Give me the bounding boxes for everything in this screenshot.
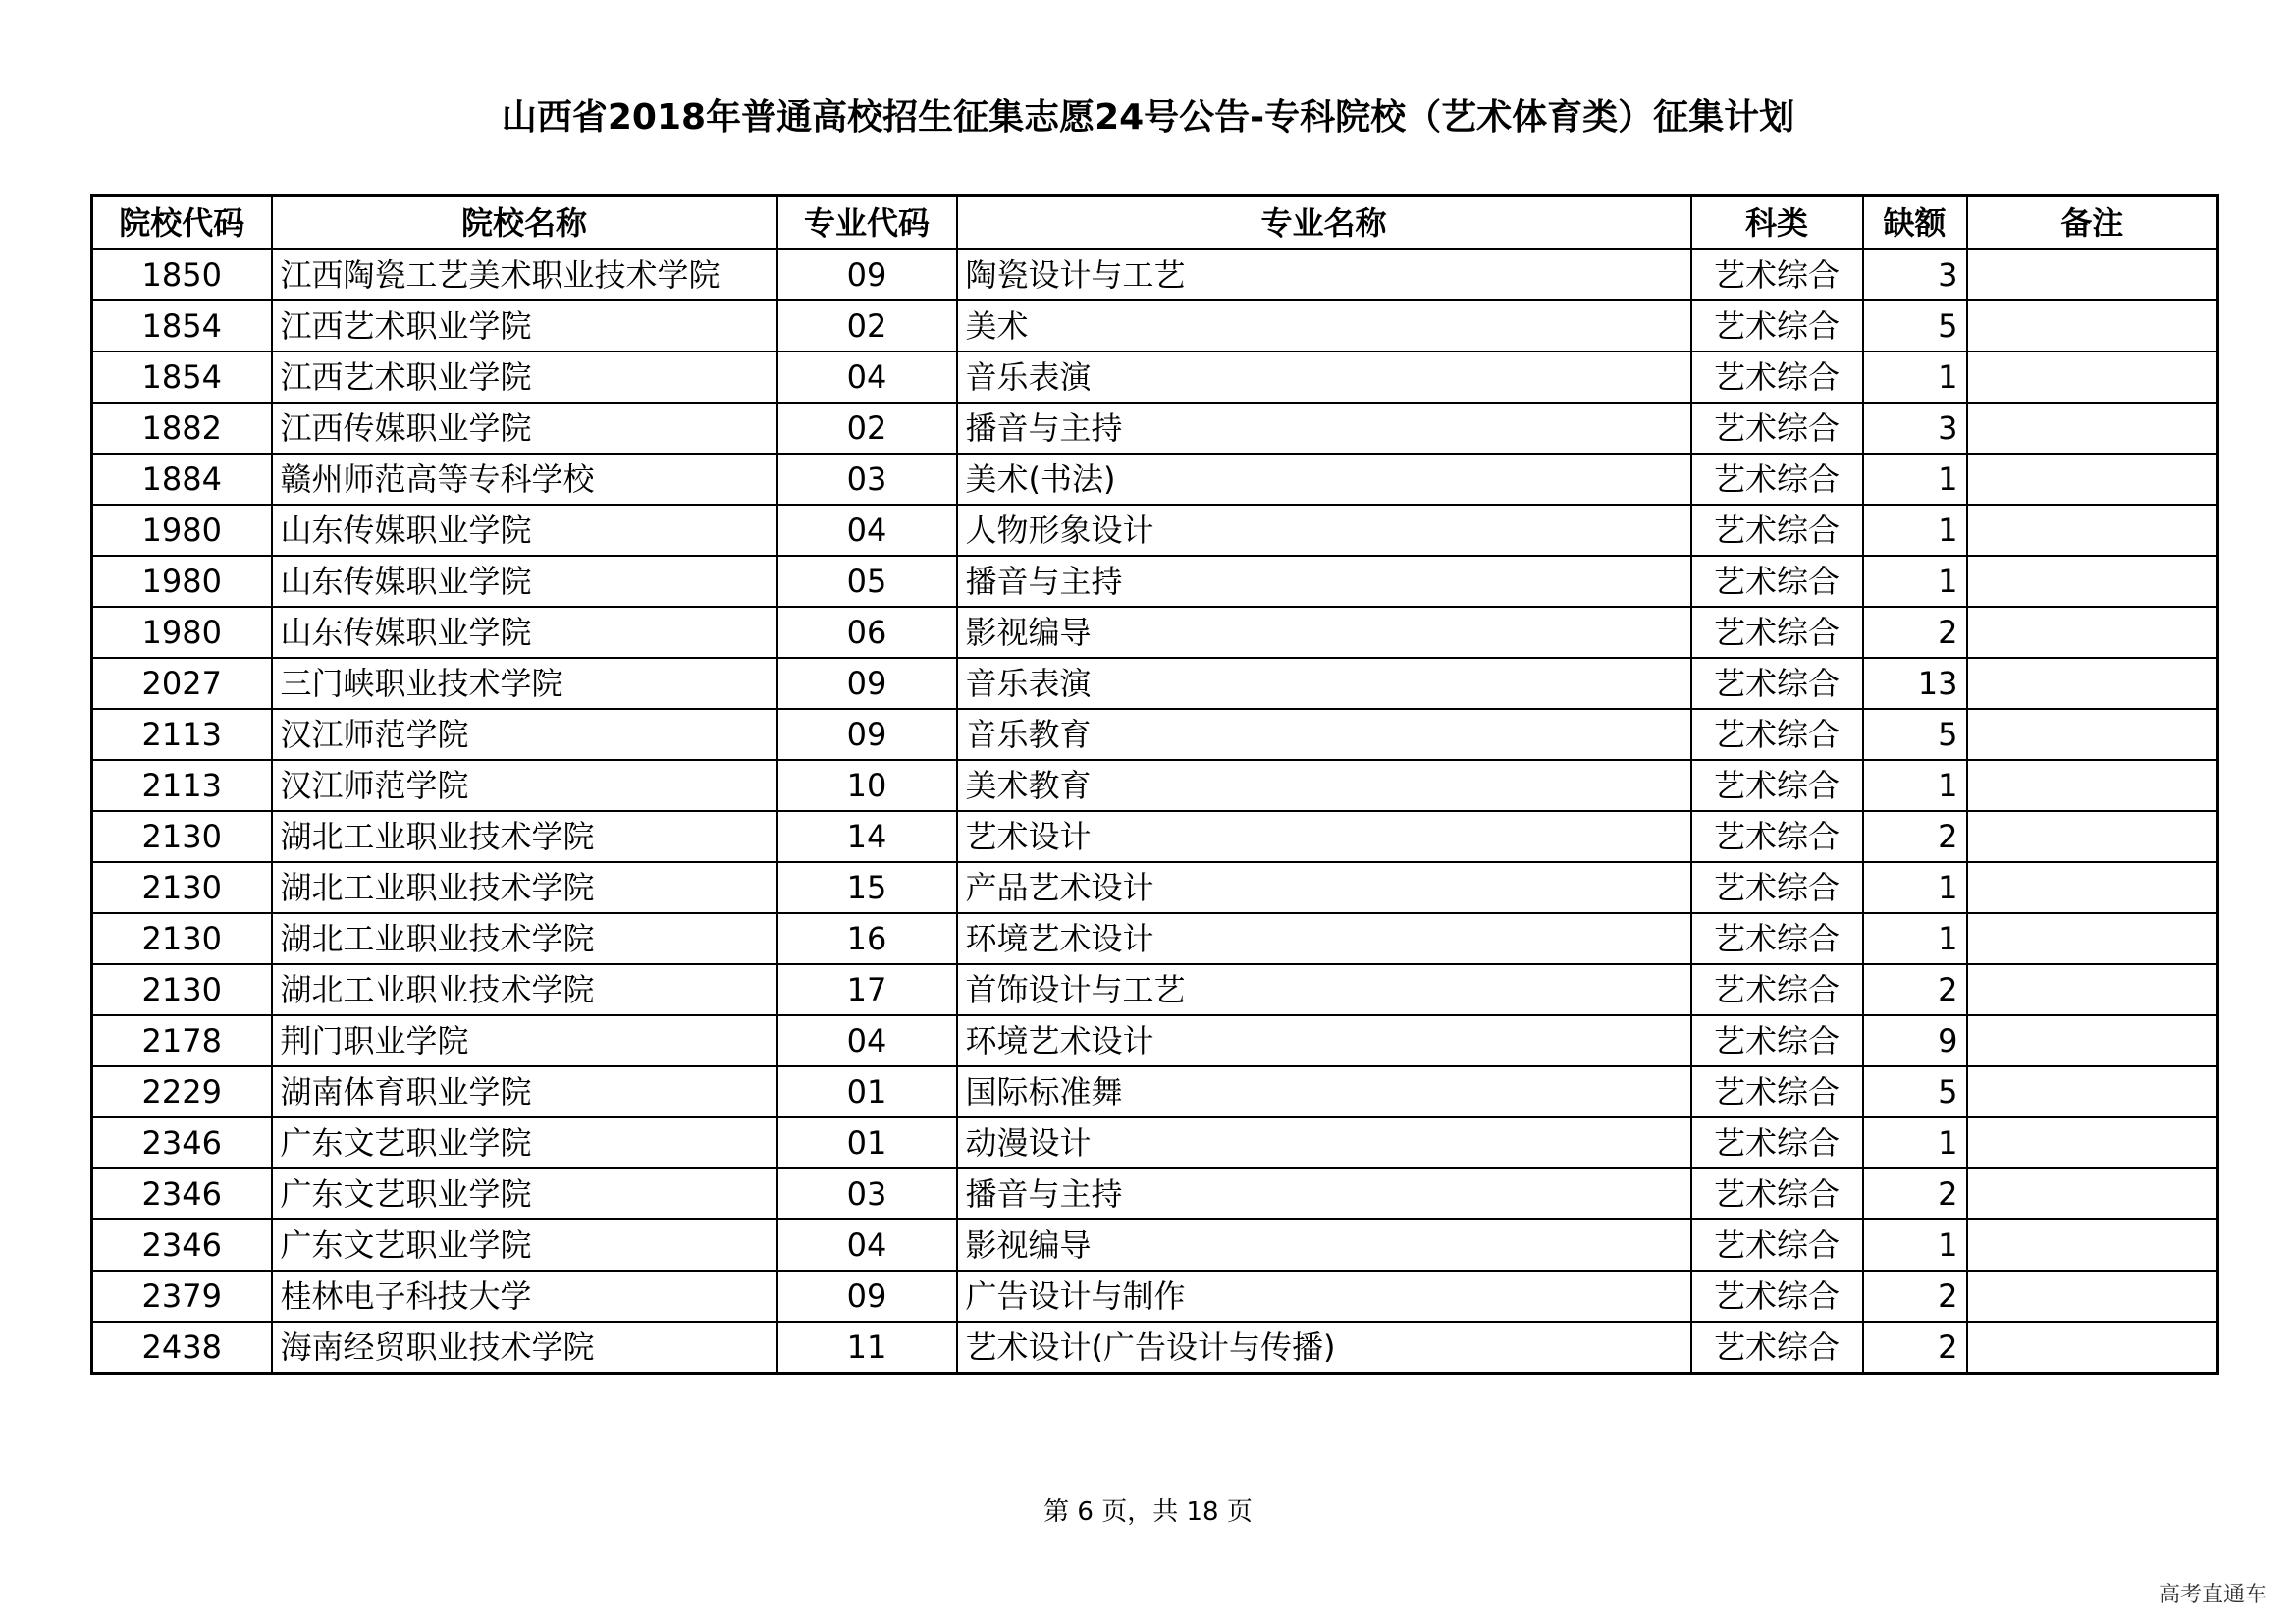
cell-school-code: 2130 [92, 964, 272, 1015]
cell-quota: 1 [1863, 760, 1967, 811]
cell-major-name: 美术教育 [957, 760, 1691, 811]
cell-quota: 13 [1863, 658, 1967, 709]
cell-quota: 2 [1863, 1322, 1967, 1374]
cell-remarks [1967, 403, 2218, 454]
cell-school-name: 海南经贸职业技术学院 [272, 1322, 777, 1374]
cell-school-code: 1854 [92, 352, 272, 403]
cell-remarks [1967, 964, 2218, 1015]
cell-category: 艺术综合 [1691, 913, 1863, 964]
cell-category: 艺术综合 [1691, 1117, 1863, 1168]
cell-major-code: 04 [777, 1015, 957, 1066]
cell-major-code: 14 [777, 811, 957, 862]
cell-major-name: 首饰设计与工艺 [957, 964, 1691, 1015]
cell-school-name: 三门峡职业技术学院 [272, 658, 777, 709]
header-remarks: 备注 [1967, 196, 2218, 250]
table-row [92, 1168, 2218, 1219]
cell-school-code: 2027 [92, 658, 272, 709]
cell-remarks [1967, 1322, 2218, 1374]
cell-school-code: 2346 [92, 1168, 272, 1219]
cell-school-name: 山东传媒职业学院 [272, 607, 777, 658]
cell-school-code: 2130 [92, 811, 272, 862]
cell-quota: 9 [1863, 1015, 1967, 1066]
cell-school-name: 湖北工业职业技术学院 [272, 913, 777, 964]
cell-category: 艺术综合 [1691, 352, 1863, 403]
table-row [92, 811, 2218, 862]
cell-major-name: 音乐表演 [957, 658, 1691, 709]
cell-remarks [1967, 1015, 2218, 1066]
cell-category: 艺术综合 [1691, 454, 1863, 505]
cell-school-code: 2113 [92, 709, 272, 760]
cell-major-name: 环境艺术设计 [957, 913, 1691, 964]
cell-school-code: 2346 [92, 1117, 272, 1168]
cell-major-name: 动漫设计 [957, 1117, 1691, 1168]
cell-quota: 1 [1863, 862, 1967, 913]
cell-school-name: 汉江师范学院 [272, 709, 777, 760]
cell-major-code: 02 [777, 300, 957, 352]
cell-category: 艺术综合 [1691, 709, 1863, 760]
cell-category: 艺术综合 [1691, 403, 1863, 454]
cell-category: 艺术综合 [1691, 607, 1863, 658]
cell-school-name: 山东传媒职业学院 [272, 505, 777, 556]
table-row [92, 1322, 2218, 1374]
cell-category: 艺术综合 [1691, 505, 1863, 556]
cell-major-code: 09 [777, 1271, 957, 1322]
cell-remarks [1967, 913, 2218, 964]
cell-major-code: 04 [777, 505, 957, 556]
header-quota: 缺额 [1863, 196, 1967, 250]
header-category: 科类 [1691, 196, 1863, 250]
cell-quota: 2 [1863, 607, 1967, 658]
cell-major-name: 影视编导 [957, 1219, 1691, 1271]
cell-major-name: 美术(书法) [957, 454, 1691, 505]
cell-remarks [1967, 1271, 2218, 1322]
cell-major-name: 音乐表演 [957, 352, 1691, 403]
cell-school-code: 2346 [92, 1219, 272, 1271]
header-school-name: 院校名称 [272, 196, 777, 250]
cell-school-code: 2379 [92, 1271, 272, 1322]
table-row [92, 862, 2218, 913]
cell-major-code: 01 [777, 1066, 957, 1117]
cell-school-code: 2438 [92, 1322, 272, 1374]
cell-school-code: 2130 [92, 913, 272, 964]
table-row [92, 403, 2218, 454]
cell-school-name: 桂林电子科技大学 [272, 1271, 777, 1322]
cell-remarks [1967, 1219, 2218, 1271]
cell-school-code: 1980 [92, 505, 272, 556]
cell-major-name: 人物形象设计 [957, 505, 1691, 556]
header-school-code: 院校代码 [92, 196, 272, 250]
cell-school-code: 1980 [92, 607, 272, 658]
table-row [92, 300, 2218, 352]
cell-remarks [1967, 300, 2218, 352]
cell-category: 艺术综合 [1691, 249, 1863, 300]
cell-major-code: 09 [777, 709, 957, 760]
cell-quota: 5 [1863, 1066, 1967, 1117]
cell-quota: 1 [1863, 556, 1967, 607]
cell-major-name: 广告设计与制作 [957, 1271, 1691, 1322]
cell-major-name: 国际标准舞 [957, 1066, 1691, 1117]
cell-school-name: 广东文艺职业学院 [272, 1117, 777, 1168]
cell-remarks [1967, 505, 2218, 556]
cell-remarks [1967, 658, 2218, 709]
cell-major-code: 02 [777, 403, 957, 454]
cell-quota: 3 [1863, 249, 1967, 300]
cell-school-code: 2130 [92, 862, 272, 913]
cell-major-code: 05 [777, 556, 957, 607]
cell-school-code: 1980 [92, 556, 272, 607]
cell-quota: 3 [1863, 403, 1967, 454]
cell-school-name: 江西艺术职业学院 [272, 300, 777, 352]
cell-major-name: 播音与主持 [957, 556, 1691, 607]
cell-school-name: 赣州师范高等专科学校 [272, 454, 777, 505]
page-title: 山西省2018年普通高校招生征集志愿24号公告-专科院校（艺术体育类）征集计划 [501, 97, 1795, 137]
cell-school-name: 湖北工业职业技术学院 [272, 862, 777, 913]
cell-major-name: 环境艺术设计 [957, 1015, 1691, 1066]
cell-quota: 5 [1863, 300, 1967, 352]
cell-category: 艺术综合 [1691, 556, 1863, 607]
cell-quota: 2 [1863, 1168, 1967, 1219]
cell-major-name: 艺术设计 [957, 811, 1691, 862]
cell-remarks [1967, 607, 2218, 658]
cell-quota: 2 [1863, 1271, 1967, 1322]
cell-quota: 1 [1863, 454, 1967, 505]
watermark: 高考直通车 [2158, 1583, 2267, 1607]
cell-major-name: 陶瓷设计与工艺 [957, 249, 1691, 300]
cell-category: 艺术综合 [1691, 300, 1863, 352]
cell-major-code: 10 [777, 760, 957, 811]
cell-major-code: 01 [777, 1117, 957, 1168]
cell-school-code: 1884 [92, 454, 272, 505]
cell-school-name: 湖北工业职业技术学院 [272, 811, 777, 862]
cell-major-code: 04 [777, 1219, 957, 1271]
cell-remarks [1967, 556, 2218, 607]
table-row [92, 556, 2218, 607]
table-row [92, 1066, 2218, 1117]
cell-major-code: 16 [777, 913, 957, 964]
cell-school-code: 1854 [92, 300, 272, 352]
table-body [92, 249, 2218, 1374]
cell-category: 艺术综合 [1691, 1322, 1863, 1374]
cell-remarks [1967, 1066, 2218, 1117]
table-row [92, 1117, 2218, 1168]
cell-quota: 2 [1863, 964, 1967, 1015]
cell-major-code: 03 [777, 454, 957, 505]
cell-remarks [1967, 862, 2218, 913]
table-header-row [92, 196, 2218, 250]
table-row [92, 1271, 2218, 1322]
cell-school-name: 江西陶瓷工艺美术职业技术学院 [272, 249, 777, 300]
cell-major-code: 06 [777, 607, 957, 658]
cell-category: 艺术综合 [1691, 1271, 1863, 1322]
cell-quota: 1 [1863, 352, 1967, 403]
cell-category: 艺术综合 [1691, 964, 1863, 1015]
table-row [92, 709, 2218, 760]
header-major-name: 专业名称 [957, 196, 1691, 250]
cell-category: 艺术综合 [1691, 1015, 1863, 1066]
cell-school-code: 2229 [92, 1066, 272, 1117]
cell-category: 艺术综合 [1691, 811, 1863, 862]
cell-quota: 1 [1863, 1117, 1967, 1168]
table-row [92, 505, 2218, 556]
cell-school-code: 2113 [92, 760, 272, 811]
table-row [92, 352, 2218, 403]
page-number: 第 6 页，共 18 页 [1043, 1497, 1253, 1527]
cell-major-code: 09 [777, 249, 957, 300]
cell-major-code: 04 [777, 352, 957, 403]
table-row [92, 658, 2218, 709]
cell-remarks [1967, 1168, 2218, 1219]
cell-school-name: 汉江师范学院 [272, 760, 777, 811]
cell-school-code: 1882 [92, 403, 272, 454]
cell-quota: 2 [1863, 811, 1967, 862]
cell-major-code: 11 [777, 1322, 957, 1374]
cell-remarks [1967, 760, 2218, 811]
cell-school-name: 山东传媒职业学院 [272, 556, 777, 607]
header-major-code: 专业代码 [777, 196, 957, 250]
enrollment-plan-table [90, 194, 2219, 1375]
cell-remarks [1967, 709, 2218, 760]
cell-school-name: 荆门职业学院 [272, 1015, 777, 1066]
cell-category: 艺术综合 [1691, 658, 1863, 709]
cell-major-name: 艺术设计(广告设计与传播) [957, 1322, 1691, 1374]
cell-school-name: 广东文艺职业学院 [272, 1219, 777, 1271]
cell-quota: 1 [1863, 1219, 1967, 1271]
cell-remarks [1967, 249, 2218, 300]
table-row [92, 454, 2218, 505]
cell-remarks [1967, 352, 2218, 403]
cell-category: 艺术综合 [1691, 760, 1863, 811]
cell-remarks [1967, 1117, 2218, 1168]
cell-major-code: 17 [777, 964, 957, 1015]
table-row [92, 760, 2218, 811]
cell-quota: 5 [1863, 709, 1967, 760]
cell-school-name: 广东文艺职业学院 [272, 1168, 777, 1219]
cell-school-name: 湖北工业职业技术学院 [272, 964, 777, 1015]
cell-major-name: 产品艺术设计 [957, 862, 1691, 913]
table-row [92, 913, 2218, 964]
cell-major-name: 美术 [957, 300, 1691, 352]
cell-major-code: 09 [777, 658, 957, 709]
table-row [92, 964, 2218, 1015]
cell-category: 艺术综合 [1691, 1219, 1863, 1271]
table-row [92, 249, 2218, 300]
cell-school-name: 江西艺术职业学院 [272, 352, 777, 403]
cell-major-name: 播音与主持 [957, 1168, 1691, 1219]
cell-remarks [1967, 811, 2218, 862]
cell-school-name: 湖南体育职业学院 [272, 1066, 777, 1117]
cell-category: 艺术综合 [1691, 1066, 1863, 1117]
cell-major-code: 15 [777, 862, 957, 913]
table-row [92, 1219, 2218, 1271]
cell-school-code: 2178 [92, 1015, 272, 1066]
cell-major-name: 影视编导 [957, 607, 1691, 658]
cell-major-code: 03 [777, 1168, 957, 1219]
cell-category: 艺术综合 [1691, 1168, 1863, 1219]
cell-school-name: 江西传媒职业学院 [272, 403, 777, 454]
cell-major-name: 播音与主持 [957, 403, 1691, 454]
cell-category: 艺术综合 [1691, 862, 1863, 913]
cell-remarks [1967, 454, 2218, 505]
cell-quota: 1 [1863, 913, 1967, 964]
cell-quota: 1 [1863, 505, 1967, 556]
cell-school-code: 1850 [92, 249, 272, 300]
table-row [92, 1015, 2218, 1066]
table-row [92, 607, 2218, 658]
cell-major-name: 音乐教育 [957, 709, 1691, 760]
